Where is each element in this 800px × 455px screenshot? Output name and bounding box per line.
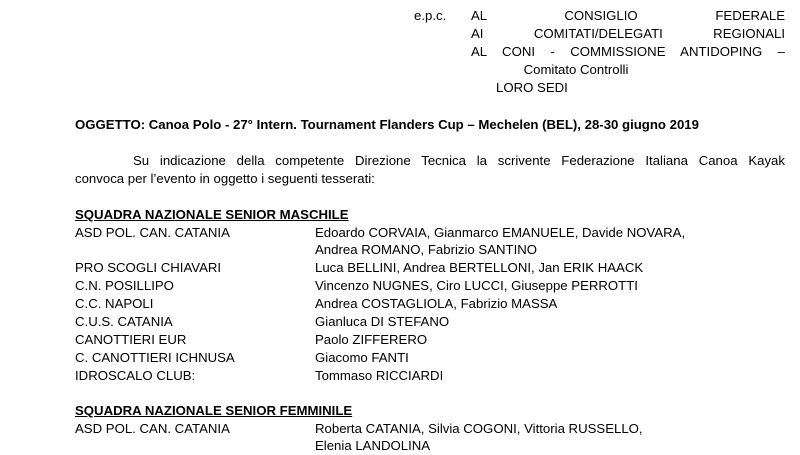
recipient-line: AL CONI - COMMISSIONE ANTIDOPING – <box>471 44 785 59</box>
club-name: IDROSCALO CLUB: <box>75 368 196 383</box>
intro-paragraph-line: Su indicazione della competente Direzione Tecnica la scrivente Federazione Italiana Canoa Kayak <box>133 153 785 168</box>
club-name: C.U.S. CATANIA <box>75 314 173 329</box>
recipient-line: AL CONSIGLIO FEDERALE <box>471 8 785 23</box>
recipient-line: LORO SEDI <box>496 80 568 95</box>
athlete-names: Luca BELLINI, Andrea BERTELLONI, Jan ERIK HAACK <box>315 260 644 275</box>
athlete-names: Paolo ZIFFERERO <box>315 332 428 347</box>
club-name: C.N. POSILLIPO <box>75 278 174 293</box>
section-title-men: SQUADRA NAZIONALE SENIOR MASCHILE <box>75 207 349 222</box>
athlete-names: Elenia LANDOLINA <box>315 438 431 453</box>
athlete-names: Andrea ROMANO, Fabrizio SANTINO <box>315 242 538 257</box>
intro-paragraph-line: convoca per l’evento in oggetto i seguenti tesserati: <box>75 171 375 186</box>
athlete-names: Andrea COSTAGLIOLA, Fabrizio MASSA <box>315 296 558 311</box>
club-name: CANOTTIERI EUR <box>75 332 187 347</box>
athlete-names: Tommaso RICCIARDI <box>315 368 444 383</box>
athlete-names: Roberta CATANIA, Silvia COGONI, Vittoria RUSSELLO, <box>315 421 643 436</box>
epc-label: e.p.c. <box>414 8 447 23</box>
recipient-line: Comitato Controlli <box>523 62 629 77</box>
section-title-women: SQUADRA NAZIONALE SENIOR FEMMINILE <box>75 403 353 418</box>
athlete-names: Vincenzo NUGNES, Ciro LUCCI, Giuseppe PERROTTI <box>315 278 638 293</box>
club-name: ASD POL. CAN. CATANIA <box>75 421 230 436</box>
athlete-names: Edoardo CORVAIA, Gianmarco EMANUELE, Davide NOVARA, <box>315 225 686 240</box>
club-name: C.C. NAPOLI <box>75 296 154 311</box>
club-name: ASD POL. CAN. CATANIA <box>75 225 230 240</box>
club-name: PRO SCOGLI CHIAVARI <box>75 260 222 275</box>
athlete-names: Giacomo FANTI <box>315 350 409 365</box>
club-name: C. CANOTTIERI ICHNUSA <box>75 350 235 365</box>
athlete-names: Gianluca DI STEFANO <box>315 314 450 329</box>
subject-line: OGGETTO: Canoa Polo - 27° Intern. Tournament Flanders Cup – Mechelen (BEL), 28-30 giugno 2019 <box>75 117 699 132</box>
recipient-line: AI COMITATI/DELEGATI REGIONALI <box>471 26 785 41</box>
